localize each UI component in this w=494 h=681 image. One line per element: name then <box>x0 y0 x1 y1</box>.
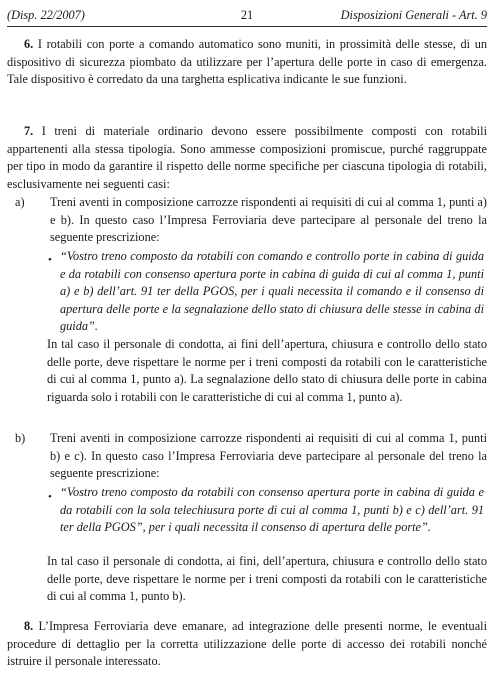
list-item-b-text: Treni aventi in composizione carrozze rispondenti ai requisiti di cui al comma 1, punti b) e c). In questo caso l’Impresa Ferroviaria deve partecipare al personale del treno la seguente prescrizione: <box>50 431 487 481</box>
list-item-a-followup: In tal caso il personale di condotta, ai fini dell’apertura, chiusura e controllo dello stato delle porte, deve rispettare le norme per i treni composti da rotabili con le caratteristiche di cui al comma 1, punto a). La segnalazione dello stato di chiusura delle porte in cabina riguarda solo i rotabili con le caratteristiche di cui al comma 1, punto a). <box>47 337 487 404</box>
paragraph-number: 6. <box>24 37 34 51</box>
paragraph-8 <box>7 618 487 671</box>
header-reference: (Disp. 22/2007) <box>7 8 85 22</box>
paragraph-text: I rotabili con porte a comando automatico sono muniti, in prossimità delle stesse, di un dispositivo di sicurezza piombato da utilizzare per l’apertura delle porte in caso di emergenza. Tale dispositivo è corredato da una targhetta esplicativa indicante le sue funzioni. <box>7 37 488 87</box>
running-header <box>7 6 487 24</box>
bullet-icon: • <box>48 254 52 266</box>
paragraph-text: I treni di materiale ordinario devono essere possibilmente composti con rotabili appartenenti alla stessa tipologia. Sono ammesse composizioni promiscue, purché raggruppate per tipo in modo da garantire il rispetto delle norme specifiche per ciascuna tipologia di rotabili, esclusivamente nei seguenti casi: <box>7 124 487 191</box>
prescription-quote-a: “Vostro treno composto da rotabili con comando e controllo porte in cabina di guida e da rotabili con consenso apertura porte in cabina di guida di cui al comma 1, punti a) e b) dell’art. 91 ter della PGOS, per i quali necessita il comando e il consenso di apertura delle porte e la segnalazione dello stato di chiusura delle stesse in cabina di guida”. <box>60 249 484 334</box>
paragraph-number: 8. <box>24 619 34 633</box>
paragraph-number: 7. <box>24 124 34 138</box>
prescription-quote-b: “Vostro treno composto da rotabili con consenso apertura porte in cabina di guida e da rotabili con la sola telechiusura porte di cui al comma 1, punti b) e c) dell’art. 91 ter della PGOS”, per i quali necessita il consenso di apertura delle porte”. <box>60 485 484 535</box>
paragraph-6 <box>7 36 487 89</box>
header-section-title: Disposizioni Generali - Art. 9 <box>340 8 487 22</box>
list-item-a-text: Treni aventi in composizione carrozze rispondenti ai requisiti di cui al comma 1, punti a) e b). In questo caso l’Impresa Ferroviaria deve partecipare al personale del treno la seguente prescrizione: <box>50 195 487 245</box>
bullet-icon: • <box>48 491 52 503</box>
page-number: 21 <box>240 8 254 22</box>
paragraph-text: L’Impresa Ferroviaria deve emanare, ad integrazione delle presenti norme, le eventuali procedure di dettaglio per la corretta utilizzazione delle porte di accesso dei rotabili nonché istruire il personale interessato. <box>7 619 487 669</box>
list-item-letter-a: a) <box>15 195 25 209</box>
paragraph-7 <box>7 123 487 193</box>
header-rule <box>7 26 487 27</box>
list-item-b-followup: In tal caso il personale di condotta, ai fini, dell’apertura, chiusura e controllo dello stato delle porte, deve rispettare le norme per i treni composti da rotabili con le caratteristiche di cui al comma 1, punto b). <box>47 554 487 604</box>
list-item-letter-b: b) <box>15 431 26 445</box>
